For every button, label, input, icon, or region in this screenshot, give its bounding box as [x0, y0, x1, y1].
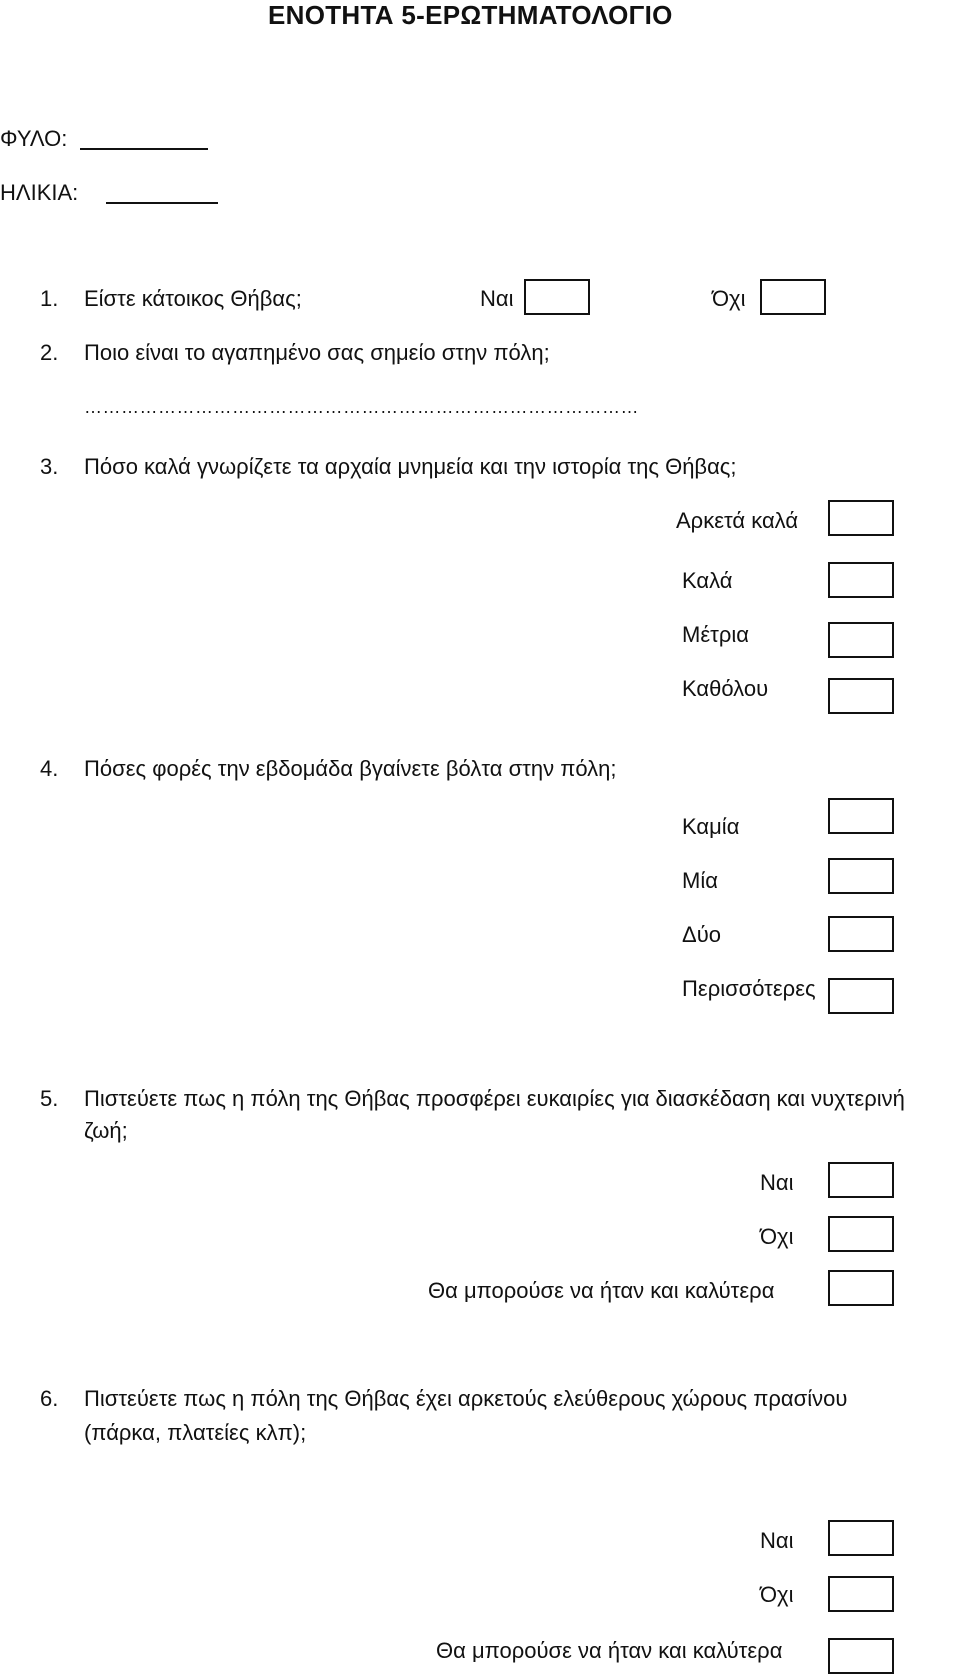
q3-option-checkbox[interactable]: [828, 562, 894, 598]
q3-option-checkbox[interactable]: [828, 622, 894, 658]
q6-option-label: Όχι: [760, 1582, 794, 1607]
q5-option-checkbox[interactable]: [828, 1162, 894, 1198]
q4-option-label: Μία: [682, 868, 718, 893]
question-5-text-line2: ζωή;: [84, 1118, 128, 1143]
q1-option-no-checkbox[interactable]: [760, 279, 826, 315]
q4-option-checkbox[interactable]: [828, 916, 894, 952]
q4-option-label: Καμία: [682, 814, 740, 839]
q5-option-label: Ναι: [760, 1170, 794, 1195]
q6-option-checkbox[interactable]: [828, 1576, 894, 1612]
q5-option-label: Όχι: [760, 1224, 794, 1249]
q4-option-checkbox[interactable]: [828, 798, 894, 834]
q5-option-checkbox[interactable]: [828, 1216, 894, 1252]
q4-option-label: Δύο: [682, 922, 721, 947]
q6-option-label: Ναι: [760, 1528, 794, 1553]
question-4-text: Πόσες φορές την εβδομάδα βγαίνετε βόλτα στην πόλη;: [84, 756, 617, 781]
question-2-number: 2.: [40, 340, 59, 365]
q3-option-label: Μέτρια: [682, 622, 749, 647]
q3-option-label: Αρκετά καλά: [676, 508, 799, 533]
question-3-number: 3.: [40, 454, 59, 479]
q4-option-checkbox[interactable]: [828, 978, 894, 1014]
gender-field[interactable]: [80, 148, 208, 150]
question-4-number: 4.: [40, 756, 59, 781]
q4-option-label: Περισσότερες: [682, 976, 816, 1001]
q1-option-no-label: Όχι: [712, 286, 746, 311]
page-title: ΕΝΟΤΗΤΑ 5-ΕΡΩΤΗΜΑΤΟΛΟΓΙΟ: [268, 0, 673, 30]
question-6-text-line1: Πιστεύετε πως η πόλη της Θήβας έχει αρκετούς ελεύθερους χώρους πρασίνου: [84, 1386, 848, 1411]
q1-option-yes-label: Ναι: [480, 286, 514, 311]
q2-answer-line[interactable]: ………………………………………………………………………………: [84, 398, 639, 416]
q5-option-label: Θα μπορούσε να ήταν και καλύτερα: [428, 1278, 775, 1303]
question-6-number: 6.: [40, 1386, 59, 1411]
question-1-number: 1.: [40, 286, 59, 311]
q6-option-label: Θα μπορούσε να ήταν και καλύτερα: [436, 1638, 783, 1663]
question-2-text: Ποιο είναι το αγαπημένο σας σημείο στην πόλη;: [84, 340, 550, 365]
q4-option-checkbox[interactable]: [828, 858, 894, 894]
q6-option-checkbox[interactable]: [828, 1520, 894, 1556]
q5-option-checkbox[interactable]: [828, 1270, 894, 1306]
q3-option-checkbox[interactable]: [828, 678, 894, 714]
age-field[interactable]: [106, 202, 218, 204]
question-3-text: Πόσο καλά γνωρίζετε τα αρχαία μνημεία και την ιστορία της Θήβας;: [84, 454, 737, 479]
question-5-text-line1: Πιστεύετε πως η πόλη της Θήβας προσφέρει ευκαιρίες για διασκέδαση και νυχτερινή: [84, 1086, 905, 1111]
q3-option-label: Καθόλου: [682, 676, 769, 701]
age-label: ΗΛΙΚΙΑ:: [0, 180, 79, 205]
question-6-text-line2: (πάρκα, πλατείες κλπ);: [84, 1420, 307, 1445]
q1-option-yes-checkbox[interactable]: [524, 279, 590, 315]
q6-option-checkbox[interactable]: [828, 1638, 894, 1674]
gender-label: ΦΥΛΟ:: [0, 126, 68, 151]
q3-option-checkbox[interactable]: [828, 500, 894, 536]
question-1-text: Είστε κάτοικος Θήβας;: [84, 286, 302, 311]
question-5-number: 5.: [40, 1086, 59, 1111]
q3-option-label: Καλά: [682, 568, 733, 593]
